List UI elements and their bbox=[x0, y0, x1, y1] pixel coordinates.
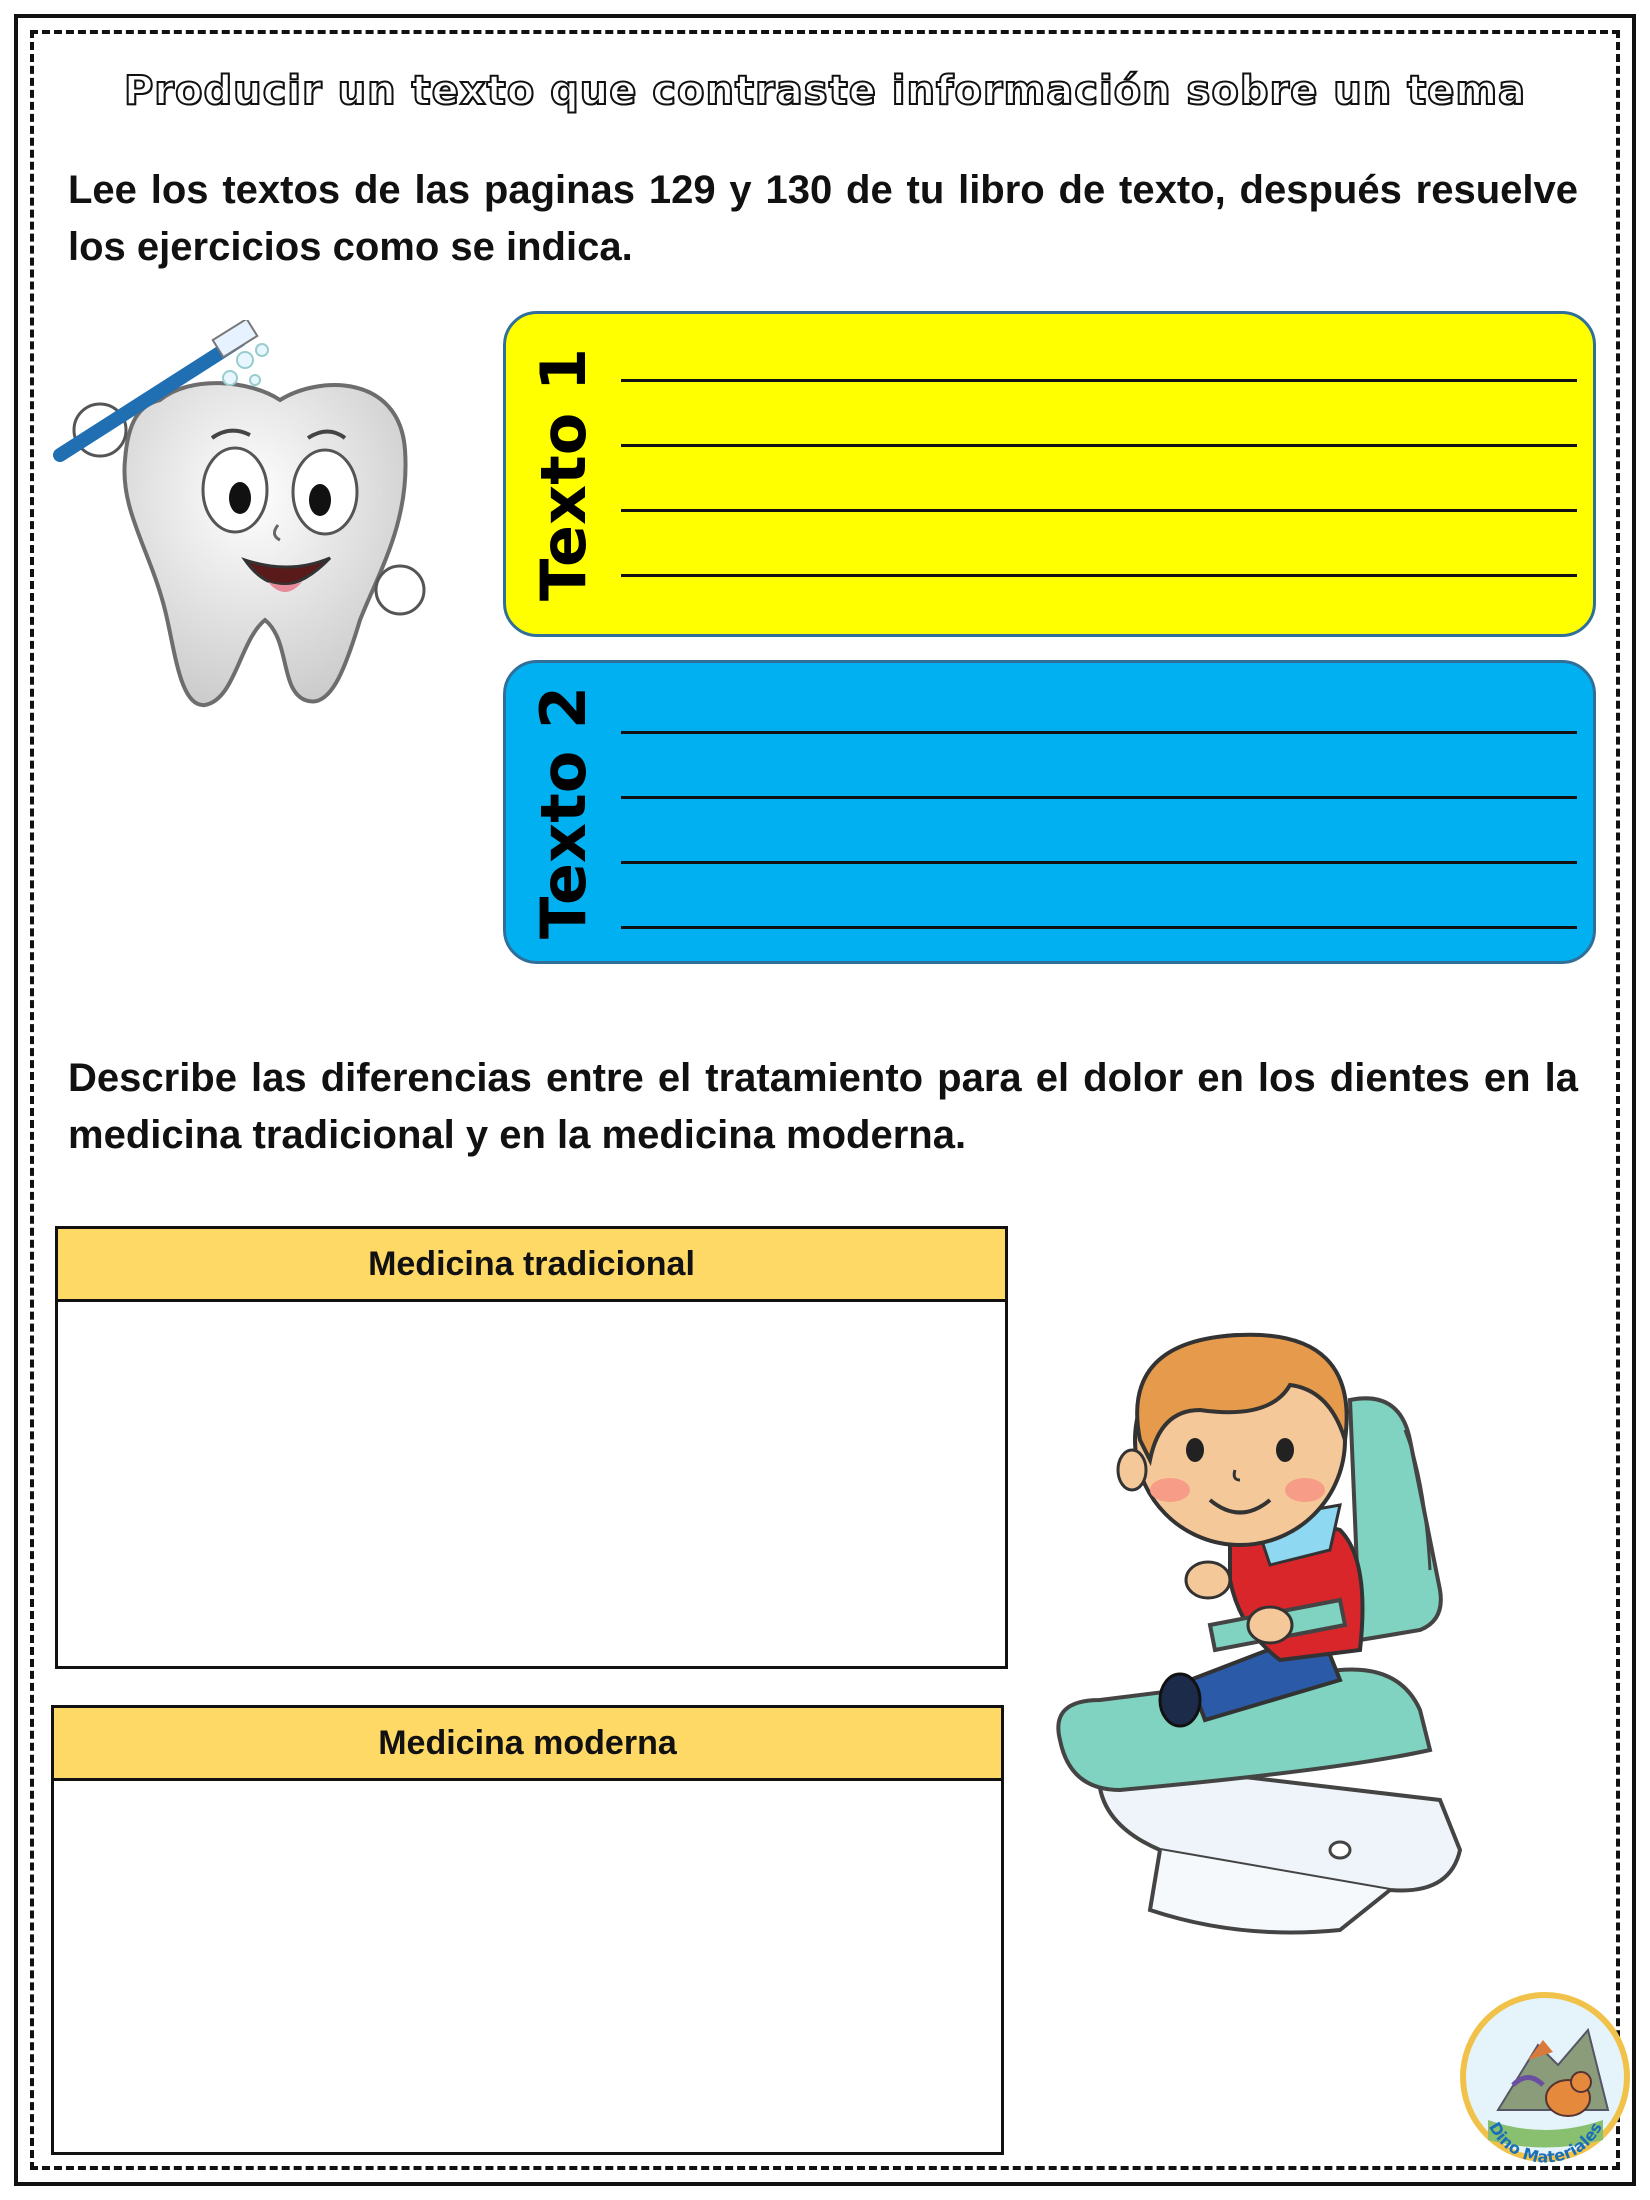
writing-line[interactable] bbox=[621, 861, 1577, 864]
answer-area-moderna[interactable] bbox=[54, 1781, 1001, 2155]
logo-text: Dino Materiales bbox=[1485, 2118, 1606, 2165]
table-header-tradicional: Medicina tradicional bbox=[58, 1229, 1005, 1302]
writing-line[interactable] bbox=[621, 731, 1577, 734]
writing-line[interactable] bbox=[621, 574, 1577, 577]
tooth-brushing-icon bbox=[40, 320, 480, 720]
writing-line[interactable] bbox=[621, 796, 1577, 799]
table-medicina-tradicional bbox=[55, 1226, 1008, 1669]
texto-2-label: Texto 2 bbox=[527, 685, 601, 939]
instruction-describe-differences: Describe las diferencias entre el tratamiento para el dolor en los dientes en la medicina tradicional y en la medicina moderna. bbox=[68, 1056, 1578, 1157]
dino-materiales-logo bbox=[1458, 1990, 1633, 2165]
writing-line[interactable] bbox=[621, 926, 1577, 929]
table-header-moderna: Medicina moderna bbox=[54, 1708, 1001, 1781]
texto-1-label: Texto 1 bbox=[527, 347, 601, 601]
table-medicina-moderna bbox=[51, 1705, 1004, 2155]
answer-area-tradicional[interactable] bbox=[58, 1302, 1005, 1669]
writing-line[interactable] bbox=[621, 379, 1577, 382]
instruction-read-texts: Lee los textos de las paginas 129 y 130 de tu libro de texto, después resuelve los ejercicios como se indica. bbox=[68, 168, 1578, 269]
page-title: Producir un texto que contraste información sobre un tema bbox=[123, 68, 1527, 114]
child-dental-chair-icon bbox=[1040, 1330, 1580, 1950]
writing-line[interactable] bbox=[621, 509, 1577, 512]
texto-2-box bbox=[503, 660, 1596, 964]
texto-1-box bbox=[503, 311, 1596, 637]
writing-line[interactable] bbox=[621, 444, 1577, 447]
